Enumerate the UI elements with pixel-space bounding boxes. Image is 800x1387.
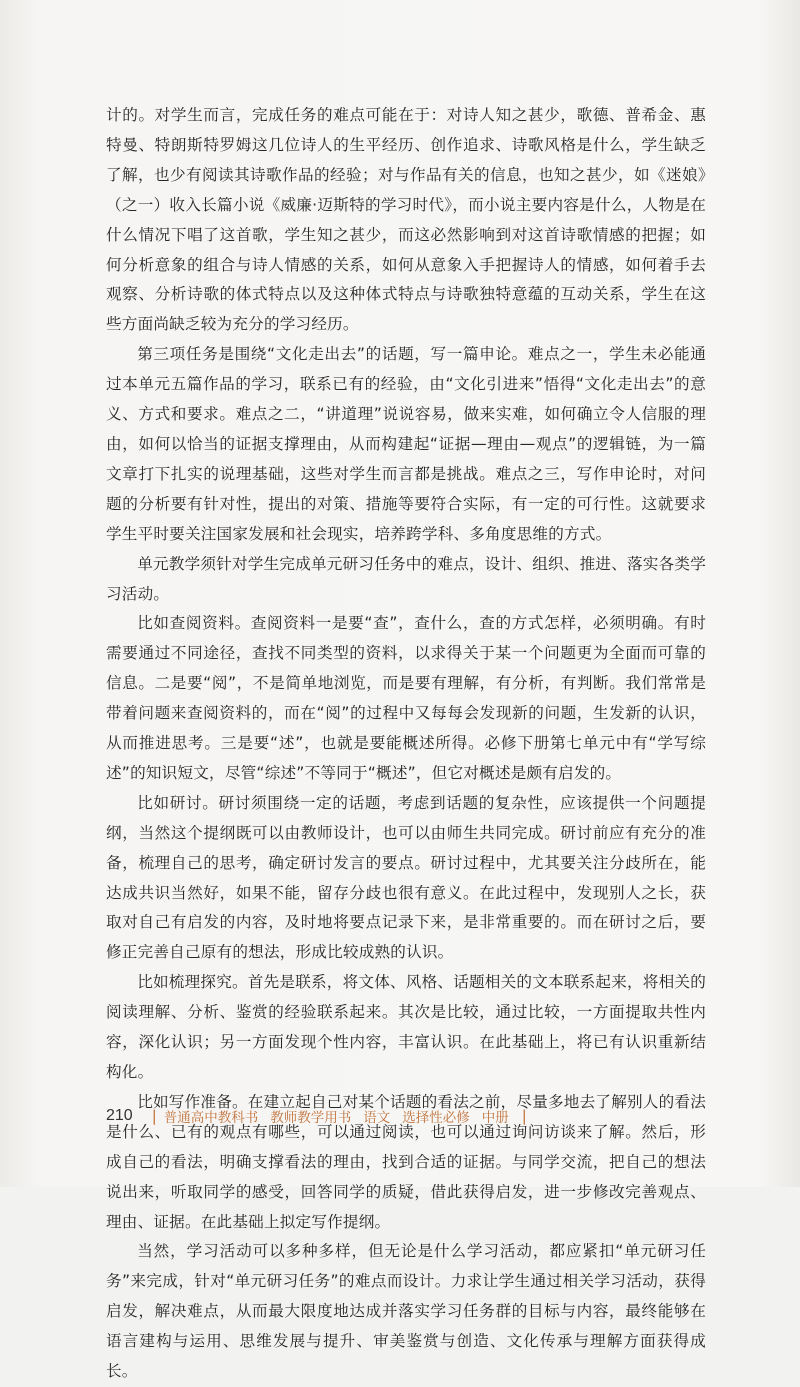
paragraph-5: 比如研讨。研讨须围绕一定的话题，考虑到话题的复杂性，应该提供一个问题提纲，当然这个提纲既可以由教师设计，也可以由师生共同完成。研讨前应有充分的准备，梳理自己的思考，确定研讨发言的要点。研讨过程中，尤其要关注分歧所在，能达成共识当然好，如果不能，留存分歧也很有意义。在此过程中，发现别人之长，获取对自己有启发的内容，及时地将要点记录下来，是非常重要的。而在研讨之后，要修正完善自己原有的想法，形成比较成熟的认识。 [106,793,706,962]
paragraph-1: 计的。对学生而言，完成任务的难点可能在于：对诗人知之甚少，歌德、普希金、惠特曼、特朗斯特罗姆这几位诗人的生平经历、创作追求、诗歌风格是什么，学生缺乏了解，也少有阅读其诗歌作品的经验；对与作品有关的信息，也知之甚少，如《迷娘》（之一）收入长篇小说《威廉·迈斯特的学习时代》，而小说主要内容是什么，人物是在什么情况下唱了这首歌，学生知之甚少，而这必然影响到对这首诗歌情感的把握；如何分析意象的组合与诗人情感的关系，如何从意象入手把握诗人的情感，如何着手去观察、分析诗歌的体式特点以及这种体式特点与诗歌独特意蕴的互动关系，学生在这些方面尚缺乏较为充分的学习经历。 [106,106,706,334]
footer-volume: 中册 [481,1110,509,1126]
footer-module: 选择性必修 [402,1110,470,1126]
footer-series: 普通高中教科书 [163,1110,259,1126]
paragraph-2: 第三项任务是围绕“文化走出去”的话题，写一篇申论。难点之一，学生未必能通过本单元五篇作品的学习，联系已有的经验，由“文化引进来”悟得“文化走出去”的意义、方式和要求。难点之二，“讲道理”说说容易，做来实难，如何确立令人信服的理由，如何以恰当的证据支撑理由，从而构建起“证据—理由—观点”的逻辑链，为一篇文章打下扎实的说理基础，这些对学生而言都是挑战。难点之三，写作申论时，对问题的分析要有针对性，提出的对策、措施等要符合实际，有一定的可行性。这就要求学生平时要关注国家发展和社会现实，培养跨学科、多角度思维的方式。 [106,345,706,543]
page-footer [106,1105,534,1127]
paragraph-6: 比如梳理探究。首先是联系，将文体、风格、话题相关的文本联系起来，将相关的阅读理解、分析、鉴赏的经验联系起来。其次是比较，通过比较，一方面提取共性内容，深化认识；另一方面发现个性内容，丰富认识。在此基础上，将已有认识重新结构化。 [106,973,706,1081]
page-number: 210 [106,1107,133,1124]
paragraph-7: 比如写作准备。在建立起自己对某个话题的看法之前，尽量多地去了解别人的看法是什么、已有的观点有哪些，可以通过阅读，也可以通过询问访谈来了解。然后，形成自己的看法，明确支撑看法的理由，找到合适的证据。与同学交流，把自己的想法说出来，听取同学的感受，回答同学的质疑，借此获得启发，进一步修改完善观点、理由、证据。在此基础上拟定写作提纲。 [106,1092,706,1231]
paragraph-8: 当然，学习活动可以多种多样，但无论是什么学习活动，都应紧扣“单元研习任务”来完成，针对“单元研习任务”的难点而设计。力求让学生通过相关学习活动，获得启发，解决难点，从而最大限度地达成并落实学习任务群的目标与内容，最终能够在语言建构与运用、思维发展与提升、审美鉴赏与创造、文化传承与理解方面获得成长。 [106,1242,706,1381]
footer-separator-end: | [521,1107,527,1125]
footer-separator: | [151,1107,157,1125]
footer-subject: 语文 [363,1110,391,1126]
paragraph-4: 比如查阅资料。查阅资料一是要“查”，查什么，查的方式怎样，必须明确。有时需要通过不同途径，查找不同类型的资料，以求得关于某一个问题更为全面而可靠的信息。二是要“阅”，不是简单地浏览，而是要有理解，有分析，有判断。我们常常是带着问题来查阅资料的，而在“阅”的过程中又每每会发现新的问题，生发新的认识，从而推进思考。三是要“述”，也就是要能概述所得。必修下册第七单元中有“学写综述”的知识短文，尽管“综述”不等同于“概述”，但它对概述是颇有启发的。 [106,614,706,782]
body-text [106,101,706,1387]
footer-book-type: 教师教学用书 [270,1110,352,1126]
paragraph-3: 单元教学须针对学生完成单元研习任务中的难点，设计、组织、推进、落实各类学习活动。 [106,554,706,603]
